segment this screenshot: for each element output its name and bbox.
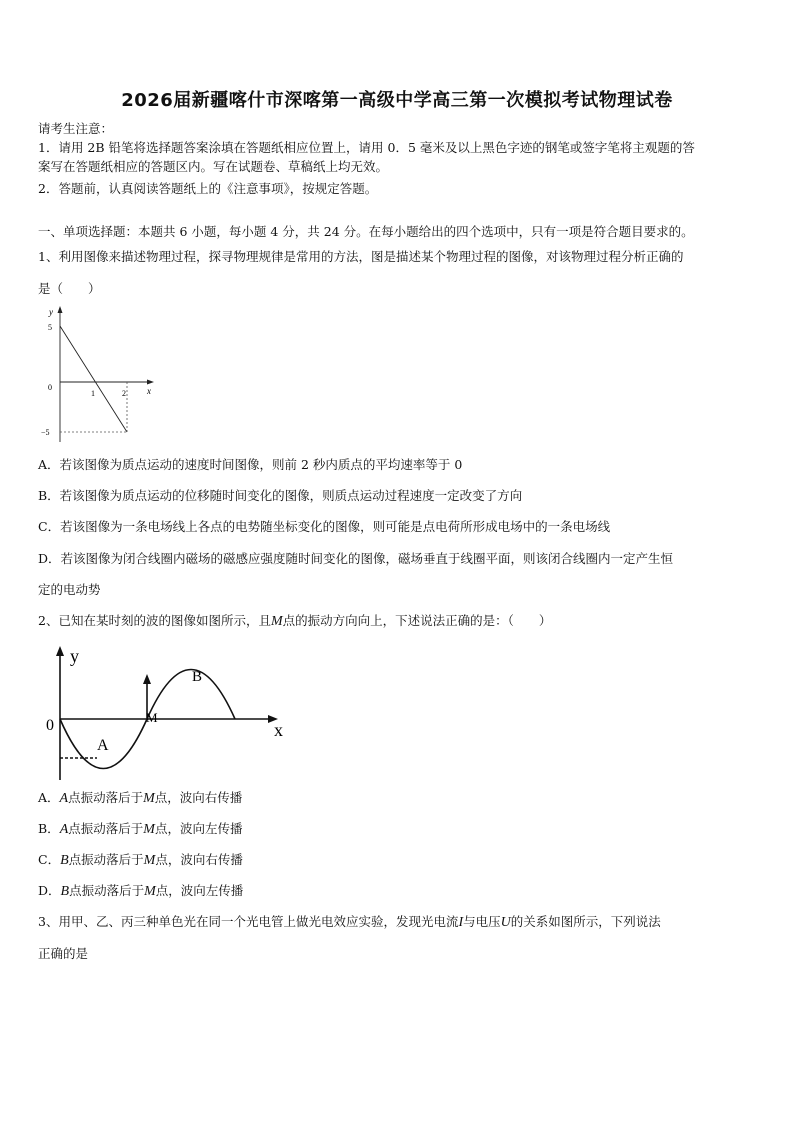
notice-item-1-line-2: 案写在答题纸相应的答题区内。写在试题卷、草稿纸上均无效。 <box>38 159 389 174</box>
option-point: A <box>59 791 69 806</box>
notice-item-1-line-1: 1．请用 2B 铅笔将选择题答案涂填在答题纸相应位置上，请用 0．5 毫米及以上黑色字迹的钢笔或签字笔将主观题的答 <box>38 140 695 155</box>
option-point: B <box>60 884 70 899</box>
q1-graph-y-zero: 0 <box>48 383 52 392</box>
q1-option-d-line-1: D．若该图像为闭合线圈内磁场的磁感应强度随时间变化的图像，磁场垂直于线圈平面，则该闭合线圈内一定产生恒 <box>38 551 674 566</box>
q2-option-d <box>38 882 758 901</box>
q1-option-c: C．若该图像为一条电场线上各点的电势随坐标变化的图像，则可能是点电荷所形成电场中的一条电场线 <box>38 519 611 534</box>
option-point: A <box>59 822 69 837</box>
option-prefix: D． <box>38 883 61 898</box>
q2-stem-part: 点的振动方向向上，下述说法正确的是：（ ） <box>282 613 552 628</box>
option-text: 点振动落后于 <box>68 852 144 867</box>
q2-graph-point-b: B <box>192 669 203 685</box>
q3-stem-part: 3、用甲、乙、丙三种单色光在同一个光电管上做光电效应实验，发现光电流 <box>38 914 459 929</box>
q1-stem-line-1: 1、利用图像来描述物理过程，探寻物理规律是常用的方法，图是描述某个物理过程的图像，对该物理过程分析正确的 <box>38 249 684 264</box>
option-text: 点，波向左传播 <box>154 821 243 836</box>
q3-stem-part: 的关系如图所示，下列说法 <box>510 914 661 929</box>
q2-graph <box>42 640 302 785</box>
q1-graph-y-label: y <box>49 307 53 317</box>
option-prefix: A． <box>38 790 60 805</box>
option-text: 点，波向右传播 <box>154 790 243 805</box>
q2-graph-x-label: x <box>274 720 283 740</box>
notice-heading: 请考生注意： <box>38 121 114 136</box>
q2-stem-var-m: M <box>270 614 283 629</box>
q2-stem-part: 2、已知在某时刻的波的图像如图所示，且 <box>38 613 271 628</box>
notice-item-2: 2．答题前，认真阅读答题纸上的《注意事项》，按规定答题。 <box>38 181 378 196</box>
q1-graph <box>40 302 160 447</box>
q1-graph-x-2: 2 <box>122 389 126 398</box>
option-point: M <box>143 853 156 868</box>
q1-option-a: A．若该图像为质点运动的速度时间图像，则前 2 秒内质点的平均速率等于 0 <box>38 457 463 472</box>
page-title: 2026届新疆喀什市深喀第一高级中学高三第一次模拟考试物理试卷 <box>121 90 673 111</box>
q1-graph-y-bottom: −5 <box>41 428 50 437</box>
option-text: 点振动落后于 <box>68 821 144 836</box>
q2-option-b <box>38 820 758 839</box>
q1-graph-x-1: 1 <box>91 389 95 398</box>
option-prefix: C． <box>38 852 61 867</box>
q2-graph-point-a: A <box>97 737 109 754</box>
q2-graph-y-label: y <box>70 646 79 666</box>
option-point: M <box>144 884 156 899</box>
q1-stem-line-2: 是（ ） <box>38 281 101 296</box>
q2-stem <box>38 612 758 631</box>
q2-option-c <box>38 851 758 870</box>
option-point: M <box>143 791 155 806</box>
section-heading: 一、单项选择题：本题共 6 小题，每小题 4 分，共 24 分。在每小题给出的四个选项中，只有一项是符合题目要求的。 <box>38 224 694 239</box>
q1-graph-y-top: 5 <box>48 323 52 332</box>
q1-option-d-line-2: 定的电动势 <box>38 582 101 597</box>
q2-option-a <box>38 789 758 808</box>
q3-stem-var-u: U <box>500 915 511 930</box>
option-text: 点振动落后于 <box>68 790 144 805</box>
q3-stem-line-1 <box>38 913 758 932</box>
q3-stem-part: 与电压 <box>463 914 501 929</box>
option-point: M <box>143 822 155 837</box>
q3-stem-var-i: I <box>458 915 464 930</box>
option-text: 点振动落后于 <box>69 883 145 898</box>
q2-graph-point-m: M <box>146 710 158 725</box>
option-point: B <box>60 853 69 868</box>
q1-graph-x-label: x <box>147 386 151 396</box>
option-prefix: B． <box>38 821 60 836</box>
option-text: 点，波向左传播 <box>155 883 244 898</box>
q3-stem-line-2: 正确的是 <box>38 946 89 961</box>
option-text: 点，波向右传播 <box>155 852 243 867</box>
q1-option-b: B．若该图像为质点运动的位移随时间变化的图像，则质点运动过程速度一定改变了方向 <box>38 488 523 503</box>
q2-graph-origin: 0 <box>46 717 54 734</box>
